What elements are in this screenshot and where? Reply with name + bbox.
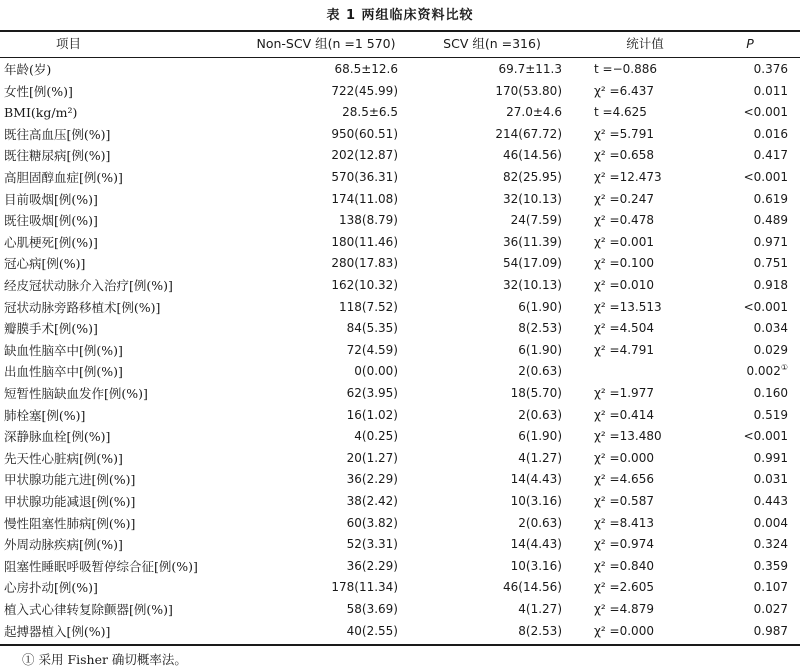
row-p-value: 0.971 [753,234,788,249]
row-scv-value: 69.7±11.3 [498,62,562,76]
row-item: 先天性心脏病[例(%)] [4,450,123,466]
row-statistic: t =4.625 [594,105,647,120]
row-item: 冠状动脉旁路移植术[例(%)] [4,299,161,315]
row-p-value: 0.034 [753,321,788,336]
row-scv-value: 2(0.63) [518,407,562,422]
row-item: 甲状腺功能减退[例(%)] [4,494,136,509]
row-item: 瓣膜手术[例(%)] [4,321,98,337]
row-non-scv-value: 84(5.35) [346,321,398,336]
row-item: 外周动脉疾病[例(%)] [4,537,123,553]
row-p-value: 0.359 [753,558,788,573]
top-rule [0,30,800,32]
row-statistic: χ² =13.513 [594,299,662,314]
row-non-scv-value: 138(8.79) [339,213,398,228]
row-non-scv-value: 38(2.42) [346,494,398,508]
row-non-scv-value: 180(11.46) [331,234,398,249]
table-caption: 表 1 两组临床资料比较 [326,8,474,23]
row-p-value: 0.489 [753,213,788,228]
row-p-value: 0.519 [753,407,788,422]
row-p-value: 0.324 [753,537,788,552]
row-p-value: <0.001 [743,105,788,120]
row-item: 出血性脑卒中[例(%)] [4,364,123,380]
row-statistic: χ² =0.414 [594,407,654,422]
row-statistic: χ² =12.473 [594,170,662,184]
row-statistic: χ² =0.974 [594,537,654,552]
row-non-scv-value: 118(7.52) [339,299,398,314]
table-footnote: ① 采用 Fisher 确切概率法。 [22,652,187,667]
row-non-scv-value: 36(2.29) [346,558,398,573]
row-p-value: <0.001 [743,429,788,444]
row-scv-value: 2(0.63) [518,364,562,379]
row-statistic: χ² =0.000 [594,450,654,465]
row-p-value: 0.376 [753,62,788,76]
row-non-scv-value: 950(60.51) [331,126,398,141]
row-item: 目前吸烟[例(%)] [4,191,98,207]
row-scv-value: 10(3.16) [510,558,562,573]
row-scv-value: 2(0.63) [518,515,562,530]
row-statistic: χ² =0.840 [594,558,654,573]
row-non-scv-value: 280(17.83) [331,256,398,271]
row-scv-value: 6(1.90) [518,429,562,444]
row-p-value: <0.001 [743,170,788,184]
header-rule [0,57,800,58]
row-item: 高胆固醇血症[例(%)] [4,170,123,185]
row-p-value [705,361,788,383]
row-statistic: χ² =0.587 [594,494,654,508]
row-non-scv-value: 16(1.02) [346,407,398,422]
header-statistic: 统计值 [626,36,664,51]
row-item: 年龄(岁) [4,62,52,77]
row-statistic: χ² =6.437 [594,83,654,98]
row-scv-value: 46(14.56) [503,148,562,163]
row-p-value: 0.918 [753,278,788,292]
row-non-scv-value: 20(1.27) [346,450,398,465]
row-item: 甲状腺功能亢进[例(%)] [4,472,136,488]
row-item: 慢性阻塞性肺病[例(%)] [4,515,136,531]
row-non-scv-value: 40(2.55) [346,623,398,638]
row-p-value: 0.991 [753,450,788,465]
row-statistic: χ² =0.100 [594,256,654,271]
header-scv: SCV 组(n =316) [443,36,541,51]
row-p-value: 0.029 [753,342,788,357]
row-non-scv-value: 174(11.08) [331,191,398,206]
row-non-scv-value: 722(45.99) [331,83,398,98]
row-scv-value: 32(10.13) [503,191,562,206]
row-statistic: χ² =2.605 [594,580,654,595]
row-non-scv-value: 28.5±6.5 [342,105,398,120]
row-statistic: χ² =1.977 [594,386,654,400]
row-item: 经皮冠状动脉介入治疗[例(%)] [4,278,173,293]
row-scv-value: 8(2.53) [518,321,562,336]
row-non-scv-value: 162(10.32) [331,278,398,292]
row-p-value: 0.443 [753,494,788,508]
footnote-marker: ① [780,363,788,373]
row-item: 心房扑动[例(%)] [4,580,98,596]
row-p-value: <0.001 [743,299,788,314]
row-scv-value: 4(1.27) [518,602,562,616]
row-item: 女性[例(%)] [4,83,73,99]
row-statistic: t =−0.886 [594,62,657,76]
row-item: 肺栓塞[例(%)] [4,407,86,423]
row-item: 缺血性脑卒中[例(%)] [4,342,123,358]
row-non-scv-value: 36(2.29) [346,472,398,487]
row-non-scv-value: 72(4.59) [346,342,398,357]
row-p-value: 0.417 [753,148,788,163]
row-statistic: χ² =0.001 [594,234,654,249]
row-p-value: 0.004 [753,515,788,530]
row-item: 既往糖尿病[例(%)] [4,148,111,164]
row-statistic: χ² =0.010 [594,278,654,292]
row-item: 心肌梗死[例(%)] [4,234,98,250]
row-item: 深静脉血栓[例(%)] [4,429,111,445]
row-scv-value: 214(67.72) [495,126,562,141]
row-scv-value: 170(53.80) [495,83,562,98]
row-scv-value: 8(2.53) [518,623,562,638]
row-p-value: 0.160 [753,386,788,400]
row-item: BMI(kg/m²) [4,105,78,121]
row-non-scv-value: 60(3.82) [346,515,398,530]
row-non-scv-value: 68.5±12.6 [334,62,398,76]
row-scv-value: 32(10.13) [503,278,562,292]
row-item: 既往高血压[例(%)] [4,126,111,142]
row-statistic: χ² =4.879 [594,602,654,616]
row-non-scv-value: 58(3.69) [346,602,398,616]
row-scv-value: 10(3.16) [510,494,562,508]
row-scv-value: 18(5.70) [510,386,562,400]
row-non-scv-value: 52(3.31) [346,537,398,552]
row-scv-value: 82(25.95) [503,170,562,184]
row-p-value: 0.987 [753,623,788,638]
bottom-rule [0,644,800,646]
row-p-value: 0.011 [753,83,788,98]
row-scv-value: 24(7.59) [510,213,562,228]
row-statistic: χ² =5.791 [594,126,654,141]
row-non-scv-value: 570(36.31) [331,170,398,184]
row-statistic: χ² =0.658 [594,148,654,163]
row-item: 阻塞性睡眠呼吸暂停综合征[例(%)] [4,558,198,574]
header-item: 项目 [56,36,82,51]
row-p-value: 0.016 [753,126,788,141]
row-p-value: 0.619 [753,191,788,206]
row-non-scv-value: 4(0.25) [354,429,398,444]
row-scv-value: 6(1.90) [518,342,562,357]
row-p-value: 0.107 [753,580,788,595]
row-scv-value: 46(14.56) [503,580,562,595]
row-statistic: χ² =4.504 [594,321,654,336]
row-scv-value: 14(4.43) [510,472,562,487]
row-scv-value: 4(1.27) [518,450,562,465]
row-p-value: 0.031 [753,472,788,487]
row-statistic: χ² =4.656 [594,472,654,487]
row-non-scv-value: 202(12.87) [331,148,398,163]
row-statistic: χ² =0.247 [594,191,654,206]
row-non-scv-value: 178(11.34) [331,580,398,595]
row-statistic: χ² =8.413 [594,515,654,530]
row-scv-value: 54(17.09) [503,256,562,271]
row-item: 植入式心律转复除颤器[例(%)] [4,602,173,617]
row-statistic: χ² =13.480 [594,429,662,444]
row-statistic: χ² =0.000 [594,623,654,638]
row-item: 起搏器植入[例(%)] [4,623,111,639]
row-statistic: χ² =4.791 [594,342,654,357]
row-scv-value: 36(11.39) [503,234,562,249]
row-p-value: 0.027 [753,602,788,616]
row-scv-value: 27.0±4.6 [506,105,562,120]
row-statistic: χ² =0.478 [594,213,654,228]
row-non-scv-value: 0(0.00) [354,364,398,379]
row-item: 既往吸烟[例(%)] [4,213,98,229]
p-value-text: 0.002 [746,364,781,379]
header-non-scv: Non-SCV 组(n =1 570) [256,36,396,51]
row-item: 短暂性脑缺血发作[例(%)] [4,386,148,401]
row-p-value: 0.751 [753,256,788,271]
row-scv-value: 14(4.43) [510,537,562,552]
row-item: 冠心病[例(%)] [4,256,86,272]
header-p: P [746,36,754,51]
row-non-scv-value: 62(3.95) [346,386,398,400]
row-scv-value: 6(1.90) [518,299,562,314]
